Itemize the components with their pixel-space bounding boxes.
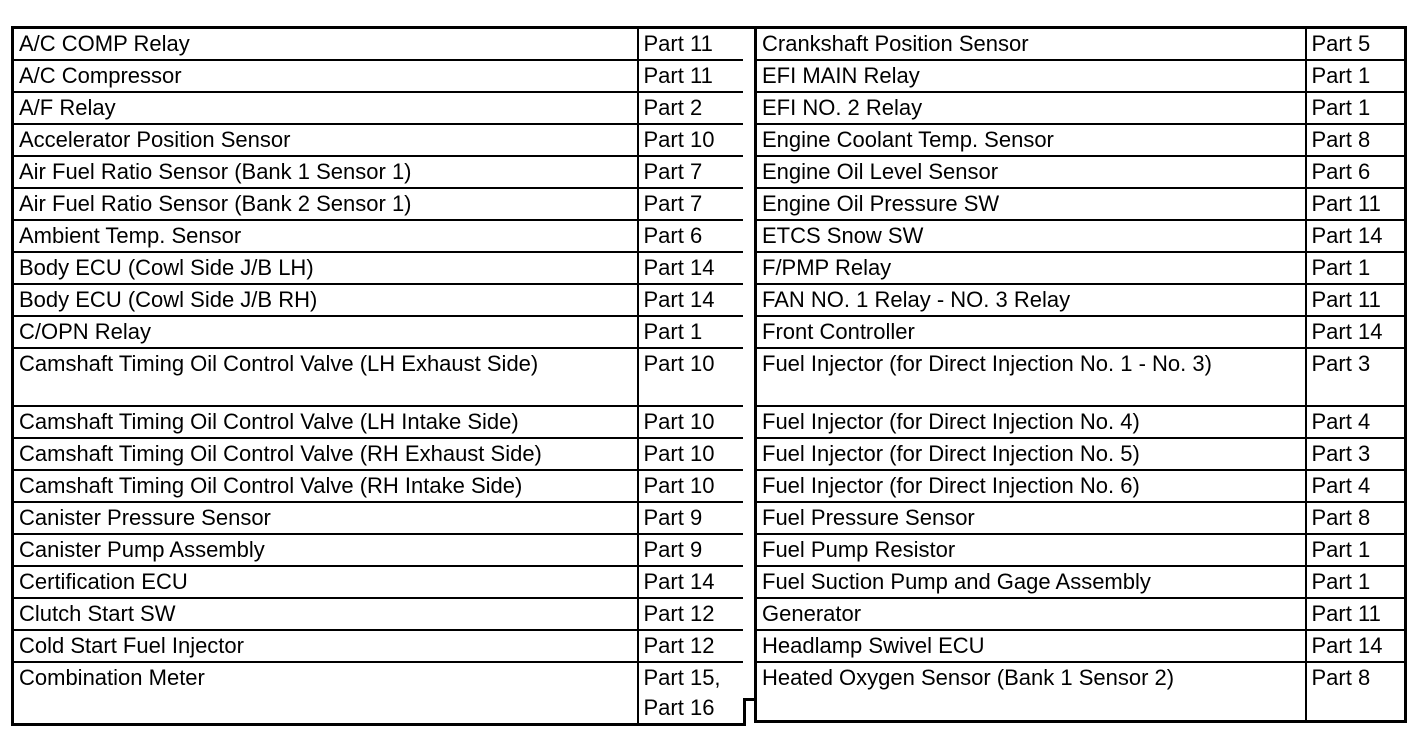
component-name-cell: Body ECU (Cowl Side J/B RH) [13, 284, 638, 316]
component-name-cell: Headlamp Swivel ECU [756, 630, 1306, 662]
part-reference-cell: Part 6 [638, 220, 745, 252]
table-row [13, 438, 745, 470]
part-reference-cell: Part 10 [638, 406, 745, 438]
part-reference-cell: Part 14 [638, 566, 745, 598]
component-name-cell: Camshaft Timing Oil Control Valve (LH Intake Side) [13, 406, 638, 438]
component-name-cell: Fuel Injector (for Direct Injection No. 4) [756, 406, 1306, 438]
component-name-cell: F/PMP Relay [756, 252, 1306, 284]
part-reference-cell: Part 12 [638, 598, 745, 630]
table-row [13, 534, 745, 566]
column-divider [743, 26, 754, 701]
table-row [13, 252, 745, 284]
table-row [756, 284, 1406, 316]
part-reference-cell: Part 14 [638, 284, 745, 316]
component-name-cell: Air Fuel Ratio Sensor (Bank 1 Sensor 1) [13, 156, 638, 188]
component-name-cell: Canister Pressure Sensor [13, 502, 638, 534]
component-name-cell: Cold Start Fuel Injector [13, 630, 638, 662]
table-row [756, 60, 1406, 92]
table-row [13, 92, 745, 124]
component-name-cell: Fuel Injector (for Direct Injection No. 6) [756, 470, 1306, 502]
table-row [756, 502, 1406, 534]
component-name-cell: Fuel Pump Resistor [756, 534, 1306, 566]
table-row [13, 662, 745, 725]
component-name-cell: Fuel Injector (for Direct Injection No. 1 - No. 3) [756, 348, 1306, 406]
part-reference-cell: Part 2 [638, 92, 745, 124]
table-row [13, 284, 745, 316]
table-row [756, 438, 1406, 470]
part-reference-cell: Part 7 [638, 188, 745, 220]
component-name-cell: Crankshaft Position Sensor [756, 28, 1306, 61]
part-reference-cell: Part 3 [1306, 438, 1406, 470]
part-reference-cell: Part 1 [1306, 534, 1406, 566]
part-reference-cell: Part 4 [1306, 470, 1406, 502]
component-name-cell: A/F Relay [13, 92, 638, 124]
part-reference-cell: Part 11 [638, 28, 745, 61]
component-name-cell: Heated Oxygen Sensor (Bank 1 Sensor 2) [756, 662, 1306, 721]
table-row [756, 662, 1406, 721]
part-reference-cell: Part 1 [1306, 566, 1406, 598]
component-name-cell: Accelerator Position Sensor [13, 124, 638, 156]
part-reference-cell: Part 1 [1306, 252, 1406, 284]
table-row [756, 156, 1406, 188]
table-row [13, 470, 745, 502]
part-reference-cell: Part 14 [1306, 220, 1406, 252]
component-name-cell: Combination Meter [13, 662, 638, 725]
table-row [756, 598, 1406, 630]
table-row [13, 188, 745, 220]
component-name-cell: A/C COMP Relay [13, 28, 638, 61]
component-name-cell: A/C Compressor [13, 60, 638, 92]
component-name-cell: Fuel Injector (for Direct Injection No. 5) [756, 438, 1306, 470]
component-name-cell: Clutch Start SW [13, 598, 638, 630]
table-row [13, 502, 745, 534]
table-row [756, 348, 1406, 406]
table-row [13, 28, 745, 61]
table-row [756, 124, 1406, 156]
component-name-cell: Front Controller [756, 316, 1306, 348]
part-reference-cell: Part 10 [638, 470, 745, 502]
part-reference-cell: Part 11 [1306, 598, 1406, 630]
part-reference-cell: Part 15, Part 16 [638, 662, 745, 725]
component-name-cell: Engine Oil Pressure SW [756, 188, 1306, 220]
component-name-cell: Fuel Pressure Sensor [756, 502, 1306, 534]
part-reference-cell: Part 14 [638, 252, 745, 284]
table-row [756, 566, 1406, 598]
component-name-cell: Camshaft Timing Oil Control Valve (LH Exhaust Side) [13, 348, 638, 406]
part-reference-cell: Part 9 [638, 534, 745, 566]
table-row [13, 124, 745, 156]
part-reference-cell: Part 1 [1306, 60, 1406, 92]
part-reference-cell: Part 11 [1306, 188, 1406, 220]
component-name-cell: Camshaft Timing Oil Control Valve (RH Exhaust Side) [13, 438, 638, 470]
table-row [756, 92, 1406, 124]
part-reference-cell: Part 10 [638, 438, 745, 470]
component-name-cell: EFI NO. 2 Relay [756, 92, 1306, 124]
part-reference-cell: Part 14 [1306, 630, 1406, 662]
part-reference-cell: Part 11 [1306, 284, 1406, 316]
component-name-cell: Camshaft Timing Oil Control Valve (RH Intake Side) [13, 470, 638, 502]
part-reference-cell: Part 7 [638, 156, 745, 188]
component-name-cell: C/OPN Relay [13, 316, 638, 348]
table-row [13, 220, 745, 252]
table-row [13, 630, 745, 662]
part-reference-cell: Part 6 [1306, 156, 1406, 188]
part-reference-cell: Part 8 [1306, 502, 1406, 534]
table-row [13, 316, 745, 348]
table-row [13, 566, 745, 598]
part-reference-cell: Part 14 [1306, 316, 1406, 348]
component-name-cell: Air Fuel Ratio Sensor (Bank 2 Sensor 1) [13, 188, 638, 220]
component-table-right [754, 26, 1407, 723]
part-reference-cell: Part 9 [638, 502, 745, 534]
table-row [13, 406, 745, 438]
component-name-cell: Body ECU (Cowl Side J/B LH) [13, 252, 638, 284]
part-reference-cell: Part 1 [1306, 92, 1406, 124]
component-name-cell: Engine Oil Level Sensor [756, 156, 1306, 188]
table-row [756, 28, 1406, 61]
table-row [756, 220, 1406, 252]
component-name-cell: ETCS Snow SW [756, 220, 1306, 252]
part-reference-cell: Part 1 [638, 316, 745, 348]
component-name-cell: EFI MAIN Relay [756, 60, 1306, 92]
component-name-cell: Fuel Suction Pump and Gage Assembly [756, 566, 1306, 598]
part-reference-cell: Part 10 [638, 348, 745, 406]
part-reference-cell: Part 3 [1306, 348, 1406, 406]
component-name-cell: FAN NO. 1 Relay - NO. 3 Relay [756, 284, 1306, 316]
component-name-cell: Canister Pump Assembly [13, 534, 638, 566]
component-name-cell: Certification ECU [13, 566, 638, 598]
component-name-cell: Generator [756, 598, 1306, 630]
part-reference-cell: Part 8 [1306, 124, 1406, 156]
table-row [13, 348, 745, 406]
part-reference-cell: Part 12 [638, 630, 745, 662]
table-row [756, 630, 1406, 662]
component-name-cell: Ambient Temp. Sensor [13, 220, 638, 252]
part-reference-cell: Part 10 [638, 124, 745, 156]
part-reference-cell: Part 4 [1306, 406, 1406, 438]
part-reference-cell: Part 11 [638, 60, 745, 92]
table-row [756, 470, 1406, 502]
part-reference-cell: Part 5 [1306, 28, 1406, 61]
table-row [756, 316, 1406, 348]
table-row [756, 188, 1406, 220]
table-row [756, 252, 1406, 284]
table-row [13, 598, 745, 630]
table-row [756, 406, 1406, 438]
component-name-cell: Engine Coolant Temp. Sensor [756, 124, 1306, 156]
table-row [13, 156, 745, 188]
table-row [13, 60, 745, 92]
table-row [756, 534, 1406, 566]
component-table-left [11, 26, 746, 726]
part-reference-cell: Part 8 [1306, 662, 1406, 721]
